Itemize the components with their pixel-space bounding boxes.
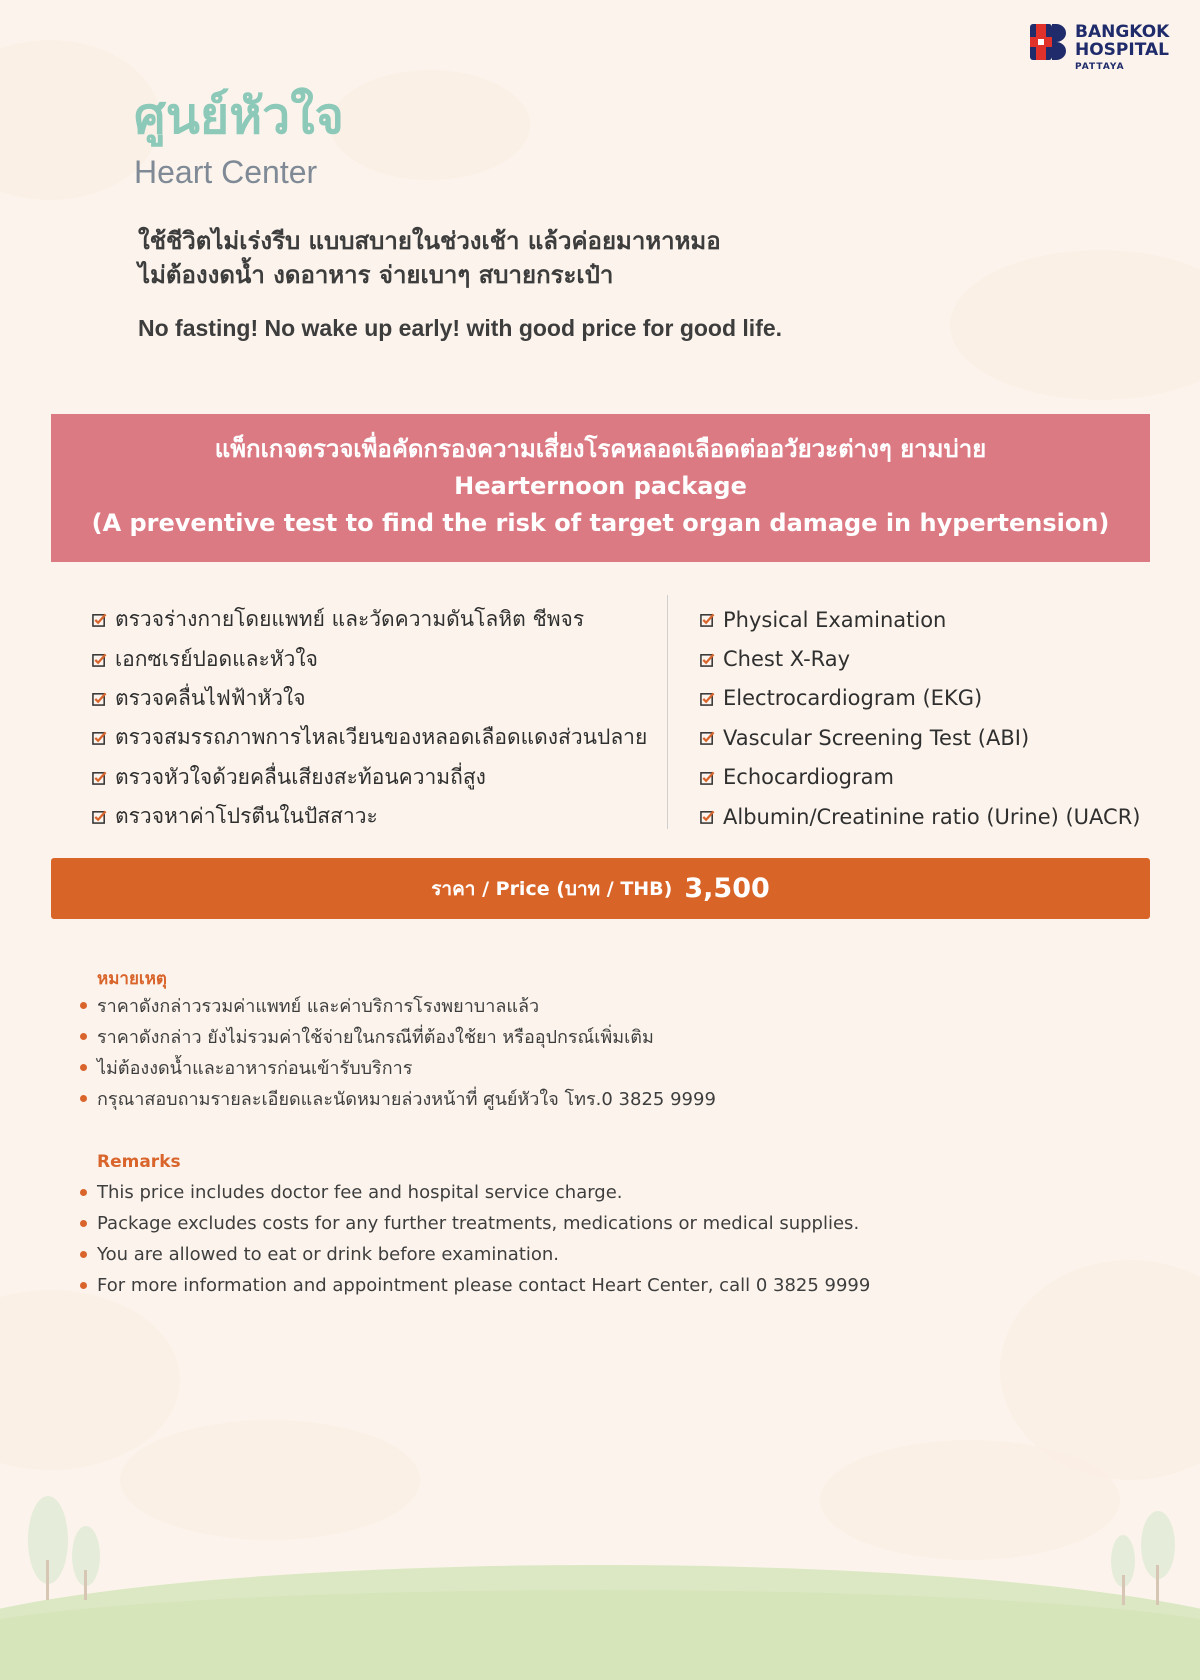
logo-text-bangkok: BANGKOK — [1075, 22, 1170, 42]
background-cloud — [120, 1420, 420, 1540]
checklist-item — [92, 797, 652, 836]
column-divider — [667, 595, 668, 829]
remark-text: ไม่ต้องงดน้ำและอาหารก่อนเข้ารับบริการ — [97, 1058, 413, 1079]
intro-thai-line-1: ใช้ชีวิตไม่เร่งรีบ แบบสบายในช่วงเช้า แล้วค่อยมาหาหมอ — [138, 227, 721, 255]
remark-text: ราคาดังกล่าวรวมค่าแพทย์ และค่าบริการโรงพยาบาลแล้ว — [97, 996, 540, 1017]
remark-text: You are allowed to eat or drink before examination. — [97, 1244, 560, 1265]
intro-thai — [138, 224, 1038, 292]
checklist-item-label: Echocardiogram — [723, 765, 894, 790]
checkbox-checked-icon — [700, 730, 715, 745]
checklist-item-label: ตรวจหาค่าโปรตีนในปัสสาวะ — [115, 804, 378, 829]
package-banner — [51, 414, 1150, 562]
price-value: 3,500 — [684, 873, 770, 904]
checklist-item-label: ตรวจหัวใจด้วยคลื่นเสียงสะท้อนความถี่สูง — [115, 764, 486, 789]
checkbox-checked-icon — [92, 652, 107, 667]
checklist-item-label: Vascular Screening Test (ABI) — [723, 725, 1030, 750]
checklist-item-label: ตรวจคลื่นไฟฟ้าหัวใจ — [115, 685, 306, 710]
tree-icon — [24, 1490, 104, 1600]
background-cloud — [330, 70, 530, 180]
remark-text: กรุณาสอบถามรายละเอียดและนัดหมายล่วงหน้าที่ ศูนย์หัวใจ โทร.0 3825 9999 — [97, 1089, 716, 1110]
remarks-title-thai: หมายเหตุ — [97, 969, 167, 989]
bullet-icon — [80, 1095, 87, 1102]
remarks-list-thai — [80, 990, 980, 1114]
logo-text-pattaya: PATTAYA — [1075, 62, 1125, 72]
price-bar — [51, 858, 1150, 919]
grass-hill — [0, 1590, 1200, 1680]
price-label: ราคา / Price (บาท / THB) — [431, 877, 673, 900]
hospital-cross-logo-icon — [1030, 24, 1066, 60]
checkbox-checked-icon — [700, 652, 715, 667]
package-name-english: Hearternoon package — [454, 472, 747, 500]
checkbox-checked-icon — [92, 691, 107, 706]
remark-text: Package excludes costs for any further treatments, medications or medical supplies. — [97, 1213, 860, 1234]
remark-item — [80, 990, 980, 1021]
remarks-title-english: Remarks — [97, 1152, 181, 1172]
checklist-item — [700, 679, 1160, 718]
checklist-item — [92, 758, 652, 797]
checklist-item — [700, 639, 1160, 678]
tree-icon — [1105, 1505, 1185, 1605]
checkbox-checked-icon — [92, 730, 107, 745]
remark-text: ราคาดังกล่าว ยังไม่รวมค่าใช้จ่ายในกรณีที่ต้องใช้ยา หรืออุปกรณ์เพิ่มเติม — [97, 1027, 654, 1048]
remark-item — [80, 1021, 980, 1052]
bullet-icon — [80, 1189, 87, 1196]
checklist-item — [92, 718, 652, 757]
package-title-thai: แพ็กเกจตรวจเพื่อคัดกรองความเสี่ยงโรคหลอดเลือดต่ออวัยวะต่างๆ ยามบ่าย — [214, 435, 987, 463]
remark-item — [80, 1052, 980, 1083]
remark-item — [80, 1177, 980, 1208]
checklist-item-label: Albumin/Creatinine ratio (Urine) (UACR) — [723, 804, 1141, 829]
checklist-english — [700, 600, 1160, 836]
logo-text-hospital: HOSPITAL — [1075, 40, 1169, 60]
checkbox-checked-icon — [700, 770, 715, 785]
remark-item — [80, 1270, 980, 1301]
remark-text: This price includes doctor fee and hospital service charge. — [97, 1182, 623, 1203]
checkbox-checked-icon — [700, 612, 715, 627]
remark-text: For more information and appointment please contact Heart Center, call 0 3825 9999 — [97, 1275, 871, 1296]
remark-item — [80, 1208, 980, 1239]
checkbox-checked-icon — [92, 770, 107, 785]
page-title-thai: ศูนย์หัวใจ — [134, 87, 344, 145]
background-cloud — [820, 1440, 1120, 1560]
checklist-item-label: ตรวจร่างกายโดยแพทย์ และวัดความดันโลหิต ชีพจร — [115, 607, 585, 632]
checkbox-checked-icon — [92, 612, 107, 627]
checklist-item — [700, 758, 1160, 797]
checklist-item — [92, 600, 652, 639]
checklist-item-label: Physical Examination — [723, 607, 947, 632]
checklist-item — [700, 718, 1160, 757]
checklist-item — [700, 797, 1160, 836]
bullet-icon — [80, 1220, 87, 1227]
bullet-icon — [80, 1064, 87, 1071]
checkbox-checked-icon — [700, 691, 715, 706]
bangkok-hospital-logo — [1030, 22, 1180, 76]
checkbox-checked-icon — [700, 809, 715, 824]
checklist-item — [700, 600, 1160, 639]
bullet-icon — [80, 1251, 87, 1258]
checklist-item-label: ตรวจสมรรถภาพการไหลเวียนของหลอดเลือดแดงส่วนปลาย — [115, 725, 648, 750]
package-description-english: (A preventive test to find the risk of target organ damage in hypertension) — [91, 509, 1110, 537]
checkbox-checked-icon — [92, 809, 107, 824]
intro-thai-line-2: ไม่ต้องงดน้ำ งดอาหาร จ่ายเบาๆ สบายกระเป๋า — [138, 261, 614, 289]
bullet-icon — [80, 1033, 87, 1040]
checklist-thai — [92, 600, 652, 836]
remark-item — [80, 1239, 980, 1270]
checklist-item — [92, 679, 652, 718]
checklist-item-label: เอกซเรย์ปอดและหัวใจ — [115, 646, 318, 671]
checklist-item — [92, 639, 652, 678]
intro-english: No fasting! No wake up early! with good price for good life. — [138, 315, 783, 341]
bullet-icon — [80, 1282, 87, 1289]
checklist-item-label: Electrocardiogram (EKG) — [723, 686, 983, 711]
checklist-item-label: Chest X-Ray — [723, 647, 851, 672]
remarks-list-english — [80, 1177, 980, 1301]
bullet-icon — [80, 1002, 87, 1009]
remark-item — [80, 1083, 980, 1114]
page-title-english: Heart Center — [134, 154, 318, 190]
